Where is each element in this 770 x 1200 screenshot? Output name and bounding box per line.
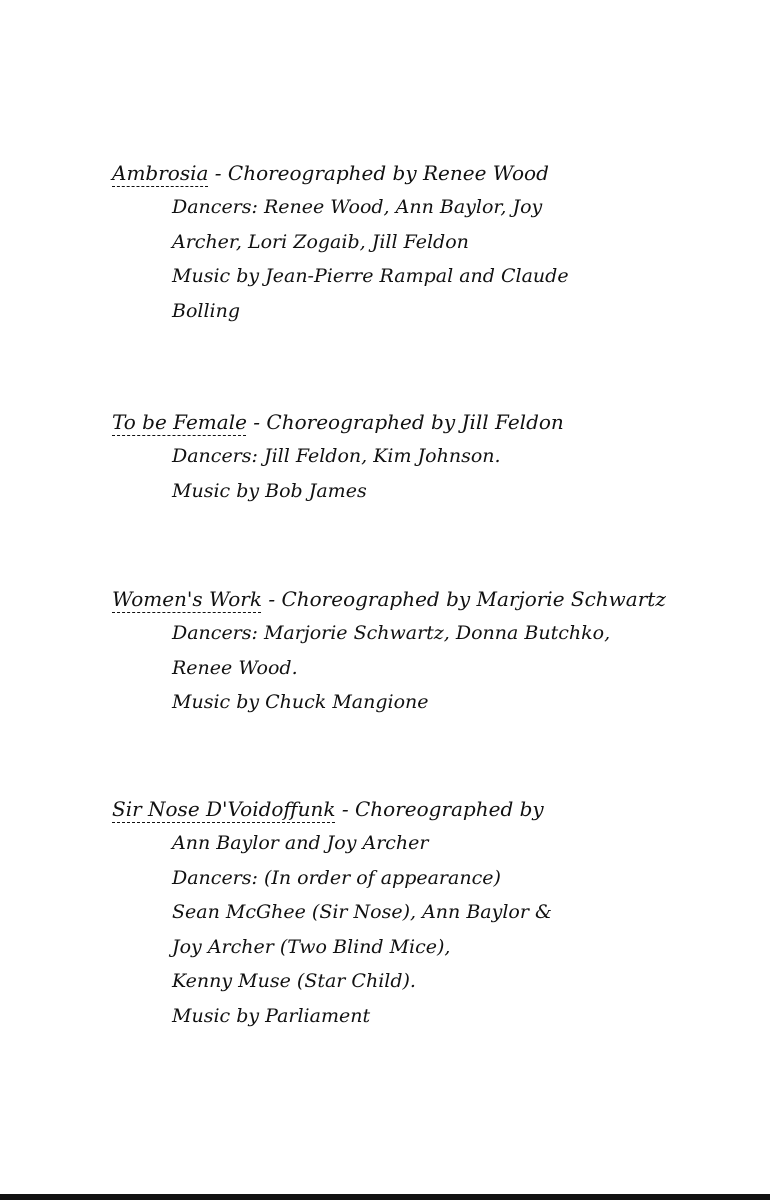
dancers-line-continued: Archer, Lori Zogaib, Jill Feldon [172,230,469,253]
dancers-line-continued: Renee Wood. [172,656,298,679]
music-credit: Music by Bob James [172,479,367,502]
music-credit: Music by Jean-Pierre Rampal and Claude [172,265,569,287]
piece-title: To be Female [112,410,247,434]
heading-separator: - [335,797,355,821]
dancers-line: Dancers: Jill Feldon, Kim Johnson. [172,445,501,467]
dancers-line-continued: Sean McGhee (Sir Nose), Ann Baylor & [172,901,552,923]
entry-heading [112,792,742,826]
choreographer-credit: Choreographed by [354,797,544,821]
entry-heading [112,582,742,616]
choreographer-credit: Choreographed by Jill Feldon [266,410,564,434]
program-entry-ambrosia [112,156,742,328]
dancers-line: Dancers: (In order of appearance) [172,866,501,889]
heading-separator: - [261,587,282,611]
music-credit-continued: Bolling [172,299,241,322]
program-entry-womens-work [112,582,742,720]
music-credit: Music by Chuck Mangione [172,691,429,713]
heading-separator: - [208,161,228,185]
dancers-line: Dancers: Renee Wood, Ann Baylor, Joy [172,196,543,218]
choreographer-credit: Choreographed by Renee Wood [227,161,549,185]
piece-title: Ambrosia [112,161,209,185]
dancers-line: Dancers: Marjorie Schwartz, Donna Butchko, [172,622,611,644]
music-credit: Music by Parliament [172,1004,371,1027]
choreographer-credit: Choreographed by Marjorie Schwartz [281,587,666,611]
piece-title: Sir Nose D'Voidoffunk [112,797,336,821]
choreographer-names: Ann Baylor and Joy Archer [172,832,429,854]
entry-heading [112,156,742,190]
scan-bottom-edge [0,1194,770,1200]
program-entry-to-be-female [112,405,742,508]
piece-title: Women's Work [112,587,262,611]
program-entry-sir-nose [112,792,742,1033]
dancers-line-continued: Joy Archer (Two Blind Mice), [172,935,451,958]
entry-heading [112,405,742,439]
dancers-line-continued: Kenny Muse (Star Child). [172,970,416,992]
heading-separator: - [246,410,267,434]
